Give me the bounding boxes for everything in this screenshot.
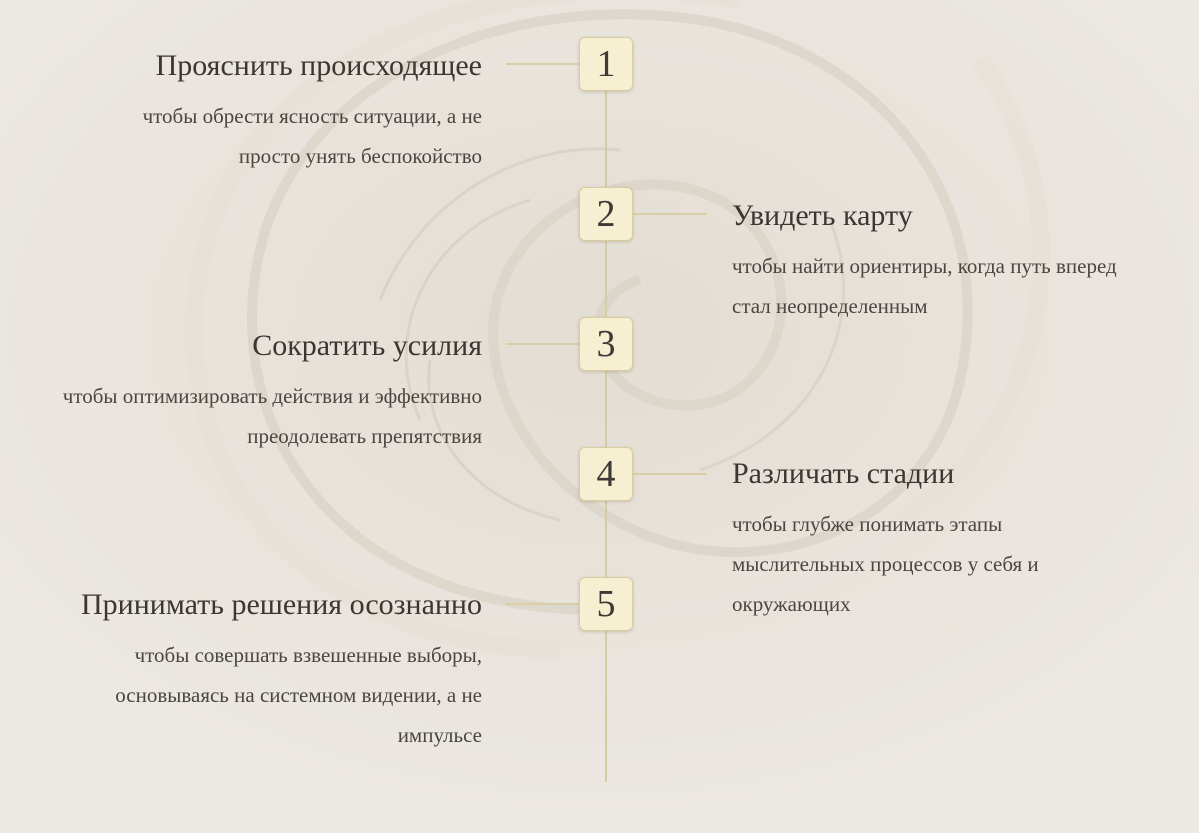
step-2-description: чтобы найти ориентиры, когда путь вперед стал неопределенным [732, 254, 1117, 318]
step-5-description: чтобы совершать взвешенные выборы, основываясь на системном видении, а не импульсе [115, 643, 482, 747]
step-number-5: 5 [579, 577, 633, 631]
step-1 [40, 48, 482, 176]
step-number-2: 2 [579, 187, 633, 241]
connector-3 [506, 343, 580, 345]
connector-5 [506, 603, 580, 605]
step-2 [732, 198, 1132, 326]
step-number-1: 1 [579, 37, 633, 91]
connector-1 [506, 63, 580, 65]
step-number-4: 4 [579, 447, 633, 501]
step-3-title: Сократить усилия [252, 329, 482, 362]
step-number-3: 3 [579, 317, 633, 371]
step-5-title: Принимать решения осознанно [81, 588, 482, 621]
step-2-title: Увидеть карту [732, 199, 913, 232]
step-3-description: чтобы оптимизировать действия и эффективно преодолевать препятствия [62, 384, 482, 448]
step-4-description: чтобы глубже понимать этапы мыслительных процессов у себя и окружающих [732, 512, 1039, 616]
step-3 [40, 328, 482, 456]
step-4 [732, 456, 1112, 624]
step-4-title: Различать стадии [732, 457, 955, 490]
step-1-description: чтобы обрести ясность ситуации, а не просто унять беспокойство [142, 104, 482, 168]
connector-4 [633, 473, 707, 475]
timeline-line [605, 40, 607, 782]
step-5 [40, 587, 482, 755]
connector-2 [633, 213, 707, 215]
step-1-title: Прояснить происходящее [155, 49, 482, 82]
